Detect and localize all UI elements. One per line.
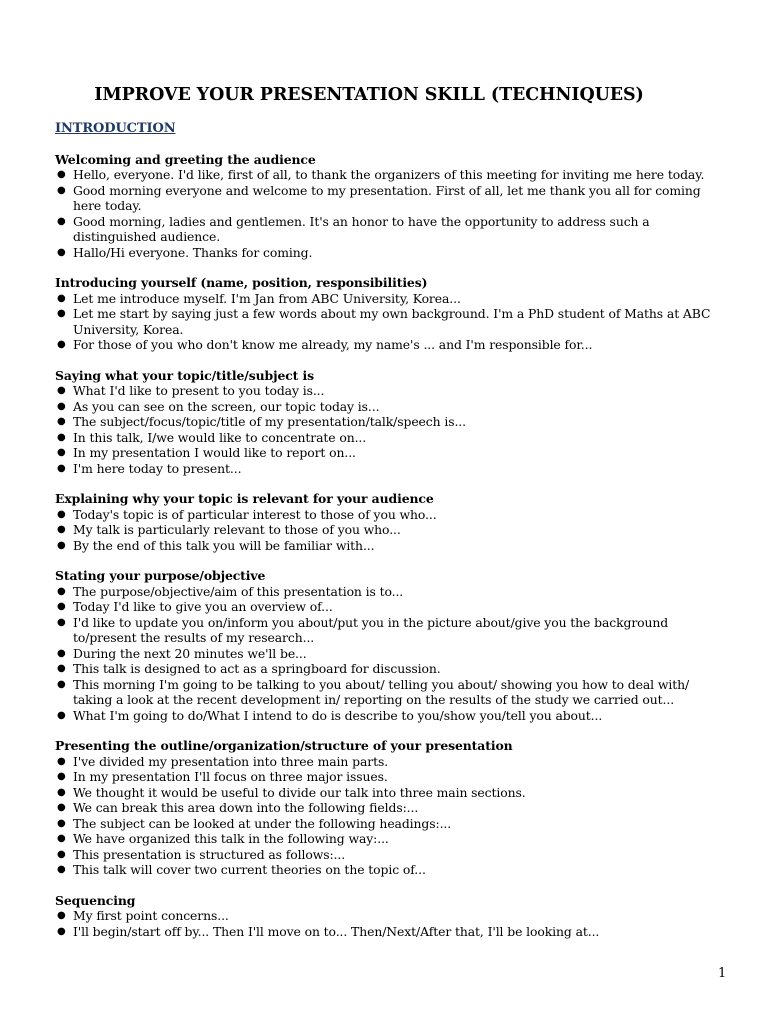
list-item: [55, 769, 731, 785]
bullet-icon: ●: [57, 308, 66, 319]
list-item-text: I'd like to update you on/inform you about/put you in the picture about/give you the background to/present the results of my research...: [73, 614, 669, 645]
list-item-text: As you can see on the screen, our topic today is...: [73, 398, 380, 414]
list-item-text: During the next 20 minutes we'll be...: [73, 645, 307, 661]
bullet-icon: ●: [57, 585, 66, 597]
bullet-icon: ●: [57, 508, 66, 520]
list-item: [55, 522, 731, 538]
list-item: [55, 908, 731, 924]
list-item-text: I've divided my presentation into three main parts.: [73, 753, 389, 769]
bullet-list: [55, 167, 731, 260]
bullet-list: [55, 908, 731, 939]
section-heading: Welcoming and greeting the audience: [55, 151, 316, 167]
list-item-text: The purpose/objective/aim of this presentation is to...: [73, 583, 404, 599]
bullet-icon: ●: [57, 524, 66, 535]
list-item-text: Good morning, ladies and gentlemen. It's an honor to have the opportunity to address such a distinguished audience.: [73, 213, 650, 244]
list-item: [55, 615, 731, 646]
list-item-text: Hallo/Hi everyone. Thanks for coming.: [73, 244, 313, 260]
list-item: [55, 445, 731, 461]
list-item-text: My talk is particularly relevant to those of you who...: [73, 522, 401, 537]
bullet-list: [55, 754, 731, 878]
bullet-icon: ●: [57, 925, 66, 937]
list-item-text: I'm here today to present...: [73, 460, 242, 476]
bullet-icon: ●: [57, 864, 66, 875]
section: [55, 275, 731, 353]
list-item-text: Hello, everyone. I'd like, first of all, to thank the organizers of this meeting for inviting me here today.: [73, 167, 705, 182]
bullet-icon: ●: [57, 663, 66, 674]
list-item: [55, 599, 731, 615]
bullet-icon: ●: [57, 462, 66, 474]
bullet-list: [55, 291, 731, 353]
page-number: 1: [718, 966, 727, 981]
bullet-icon: ●: [57, 385, 66, 396]
list-item-text: This presentation is structured as follows:...: [73, 846, 346, 862]
list-item: [55, 800, 731, 816]
list-item: [55, 183, 731, 214]
section-heading: Presenting the outline/organization/structure of your presentation: [55, 738, 513, 753]
list-item-text: We have organized this talk in the following way:...: [73, 831, 389, 846]
list-item: [55, 847, 731, 863]
list-item-text: What I'm going to do/What I intend to do is describe to you/show you/tell you about...: [73, 707, 603, 723]
list-item: [55, 337, 731, 353]
list-item: [55, 584, 731, 600]
section-heading: Stating your purpose/objective: [55, 568, 266, 583]
bullet-icon: ●: [57, 910, 66, 921]
section-heading: Introducing yourself (name, position, responsibilities): [55, 275, 428, 290]
bullet-list: [55, 507, 731, 554]
list-item-text: Today I'd like to give you an overview of...: [73, 599, 333, 614]
bullet-icon: ●: [57, 339, 66, 350]
list-item: [55, 414, 731, 430]
list-item: [55, 708, 731, 724]
list-item: [55, 167, 731, 183]
list-item-text: Let me introduce myself. I'm Jan from ABC University, Korea...: [73, 290, 461, 306]
list-item: [55, 754, 731, 770]
bullet-icon: ●: [57, 802, 66, 813]
bullet-icon: ●: [57, 786, 66, 798]
bullet-list: [55, 584, 731, 724]
list-item: [55, 646, 731, 662]
bullet-icon: ●: [57, 292, 66, 304]
list-item-text: In my presentation I'll focus on three major issues.: [73, 769, 388, 784]
bullet-icon: ●: [57, 447, 66, 458]
list-item: [55, 430, 731, 446]
list-item: [55, 214, 731, 245]
bullet-icon: ●: [57, 601, 66, 612]
list-item: [55, 507, 731, 523]
bullet-icon: ●: [57, 616, 66, 628]
section-heading: Explaining why your topic is relevant for your audience: [55, 491, 434, 506]
list-item-text: The subject can be looked at under the following headings:...: [73, 815, 452, 831]
list-item-text: What I'd like to present to you today is...: [73, 383, 325, 398]
list-item: [55, 816, 731, 832]
bullet-icon: ●: [57, 647, 66, 659]
introduction-heading: INTRODUCTION: [55, 121, 176, 136]
list-item-text: This talk will cover two current theories on the topic of...: [73, 862, 426, 877]
list-item: [55, 661, 731, 677]
list-item-text: My first point concerns...: [73, 908, 229, 923]
list-item-text: Let me start by saying just a few words about my own background. I'm a PhD student of Maths at ABC University, Korea.: [73, 306, 711, 337]
bullet-icon: ●: [57, 539, 66, 551]
bullet-icon: ●: [57, 848, 66, 860]
bullet-icon: ●: [57, 678, 66, 690]
bullet-icon: ●: [57, 400, 66, 412]
list-item: [55, 862, 731, 878]
list-item: [55, 306, 731, 337]
section-heading: Saying what your topic/title/subject is: [55, 367, 315, 383]
list-item: [55, 785, 731, 801]
list-item-text: We can break this area down into the following fields:...: [73, 800, 419, 815]
list-item: [55, 245, 731, 261]
document-body: [55, 121, 731, 954]
list-item-text: For those of you who don't know me already, my name's ... and I'm responsible for...: [73, 337, 593, 352]
bullet-icon: ●: [57, 833, 66, 844]
section: [55, 491, 731, 553]
list-item-text: Good morning everyone and welcome to my presentation. First of all, let me thank you all for coming here today.: [73, 182, 701, 213]
section: [55, 368, 731, 477]
section: [55, 738, 731, 878]
section-heading: Sequencing: [55, 892, 136, 908]
list-item-text: Today's topic is of particular interest to those of you who...: [73, 506, 437, 522]
bullet-icon: ●: [57, 709, 66, 721]
bullet-icon: ●: [57, 771, 66, 782]
list-item: [55, 383, 731, 399]
bullet-icon: ●: [57, 817, 66, 829]
list-item-text: This talk is designed to act as a springboard for discussion.: [73, 661, 441, 676]
list-item: [55, 677, 731, 708]
list-item: [55, 924, 731, 940]
bullet-icon: ●: [57, 169, 66, 180]
bullet-list: [55, 383, 731, 476]
list-item-text: We thought it would be useful to divide our talk into three main sections.: [73, 784, 526, 800]
list-item-text: This morning I'm going to be talking to you about/ telling you about/ showing you how to deal with/ taking a look at the recent development in/ reporting on the results of the study we carried out...: [73, 676, 690, 707]
bullet-icon: ●: [57, 184, 66, 196]
section: [55, 893, 731, 940]
section: [55, 568, 731, 723]
list-item-text: The subject/focus/topic/title of my presentation/talk/speech is...: [73, 414, 466, 429]
list-item: [55, 831, 731, 847]
list-item-text: In my presentation I would like to report on...: [73, 445, 356, 460]
bullet-icon: ●: [57, 416, 66, 427]
list-item: [55, 461, 731, 477]
list-item-text: I'll begin/start off by... Then I'll move on to... Then/Next/After that, I'll be looking at...: [73, 923, 600, 939]
page-title: IMPROVE YOUR PRESENTATION SKILL (TECHNIQUES): [94, 85, 644, 105]
list-item-text: By the end of this talk you will be familiar with...: [73, 537, 375, 553]
bullet-icon: ●: [57, 431, 66, 443]
section: [55, 152, 731, 261]
list-item: [55, 399, 731, 415]
bullet-icon: ●: [57, 755, 66, 767]
bullet-icon: ●: [57, 246, 66, 258]
list-item: [55, 291, 731, 307]
bullet-icon: ●: [57, 215, 66, 227]
list-item-text: In this talk, I/we would like to concentrate on...: [73, 429, 367, 445]
list-item: [55, 538, 731, 554]
